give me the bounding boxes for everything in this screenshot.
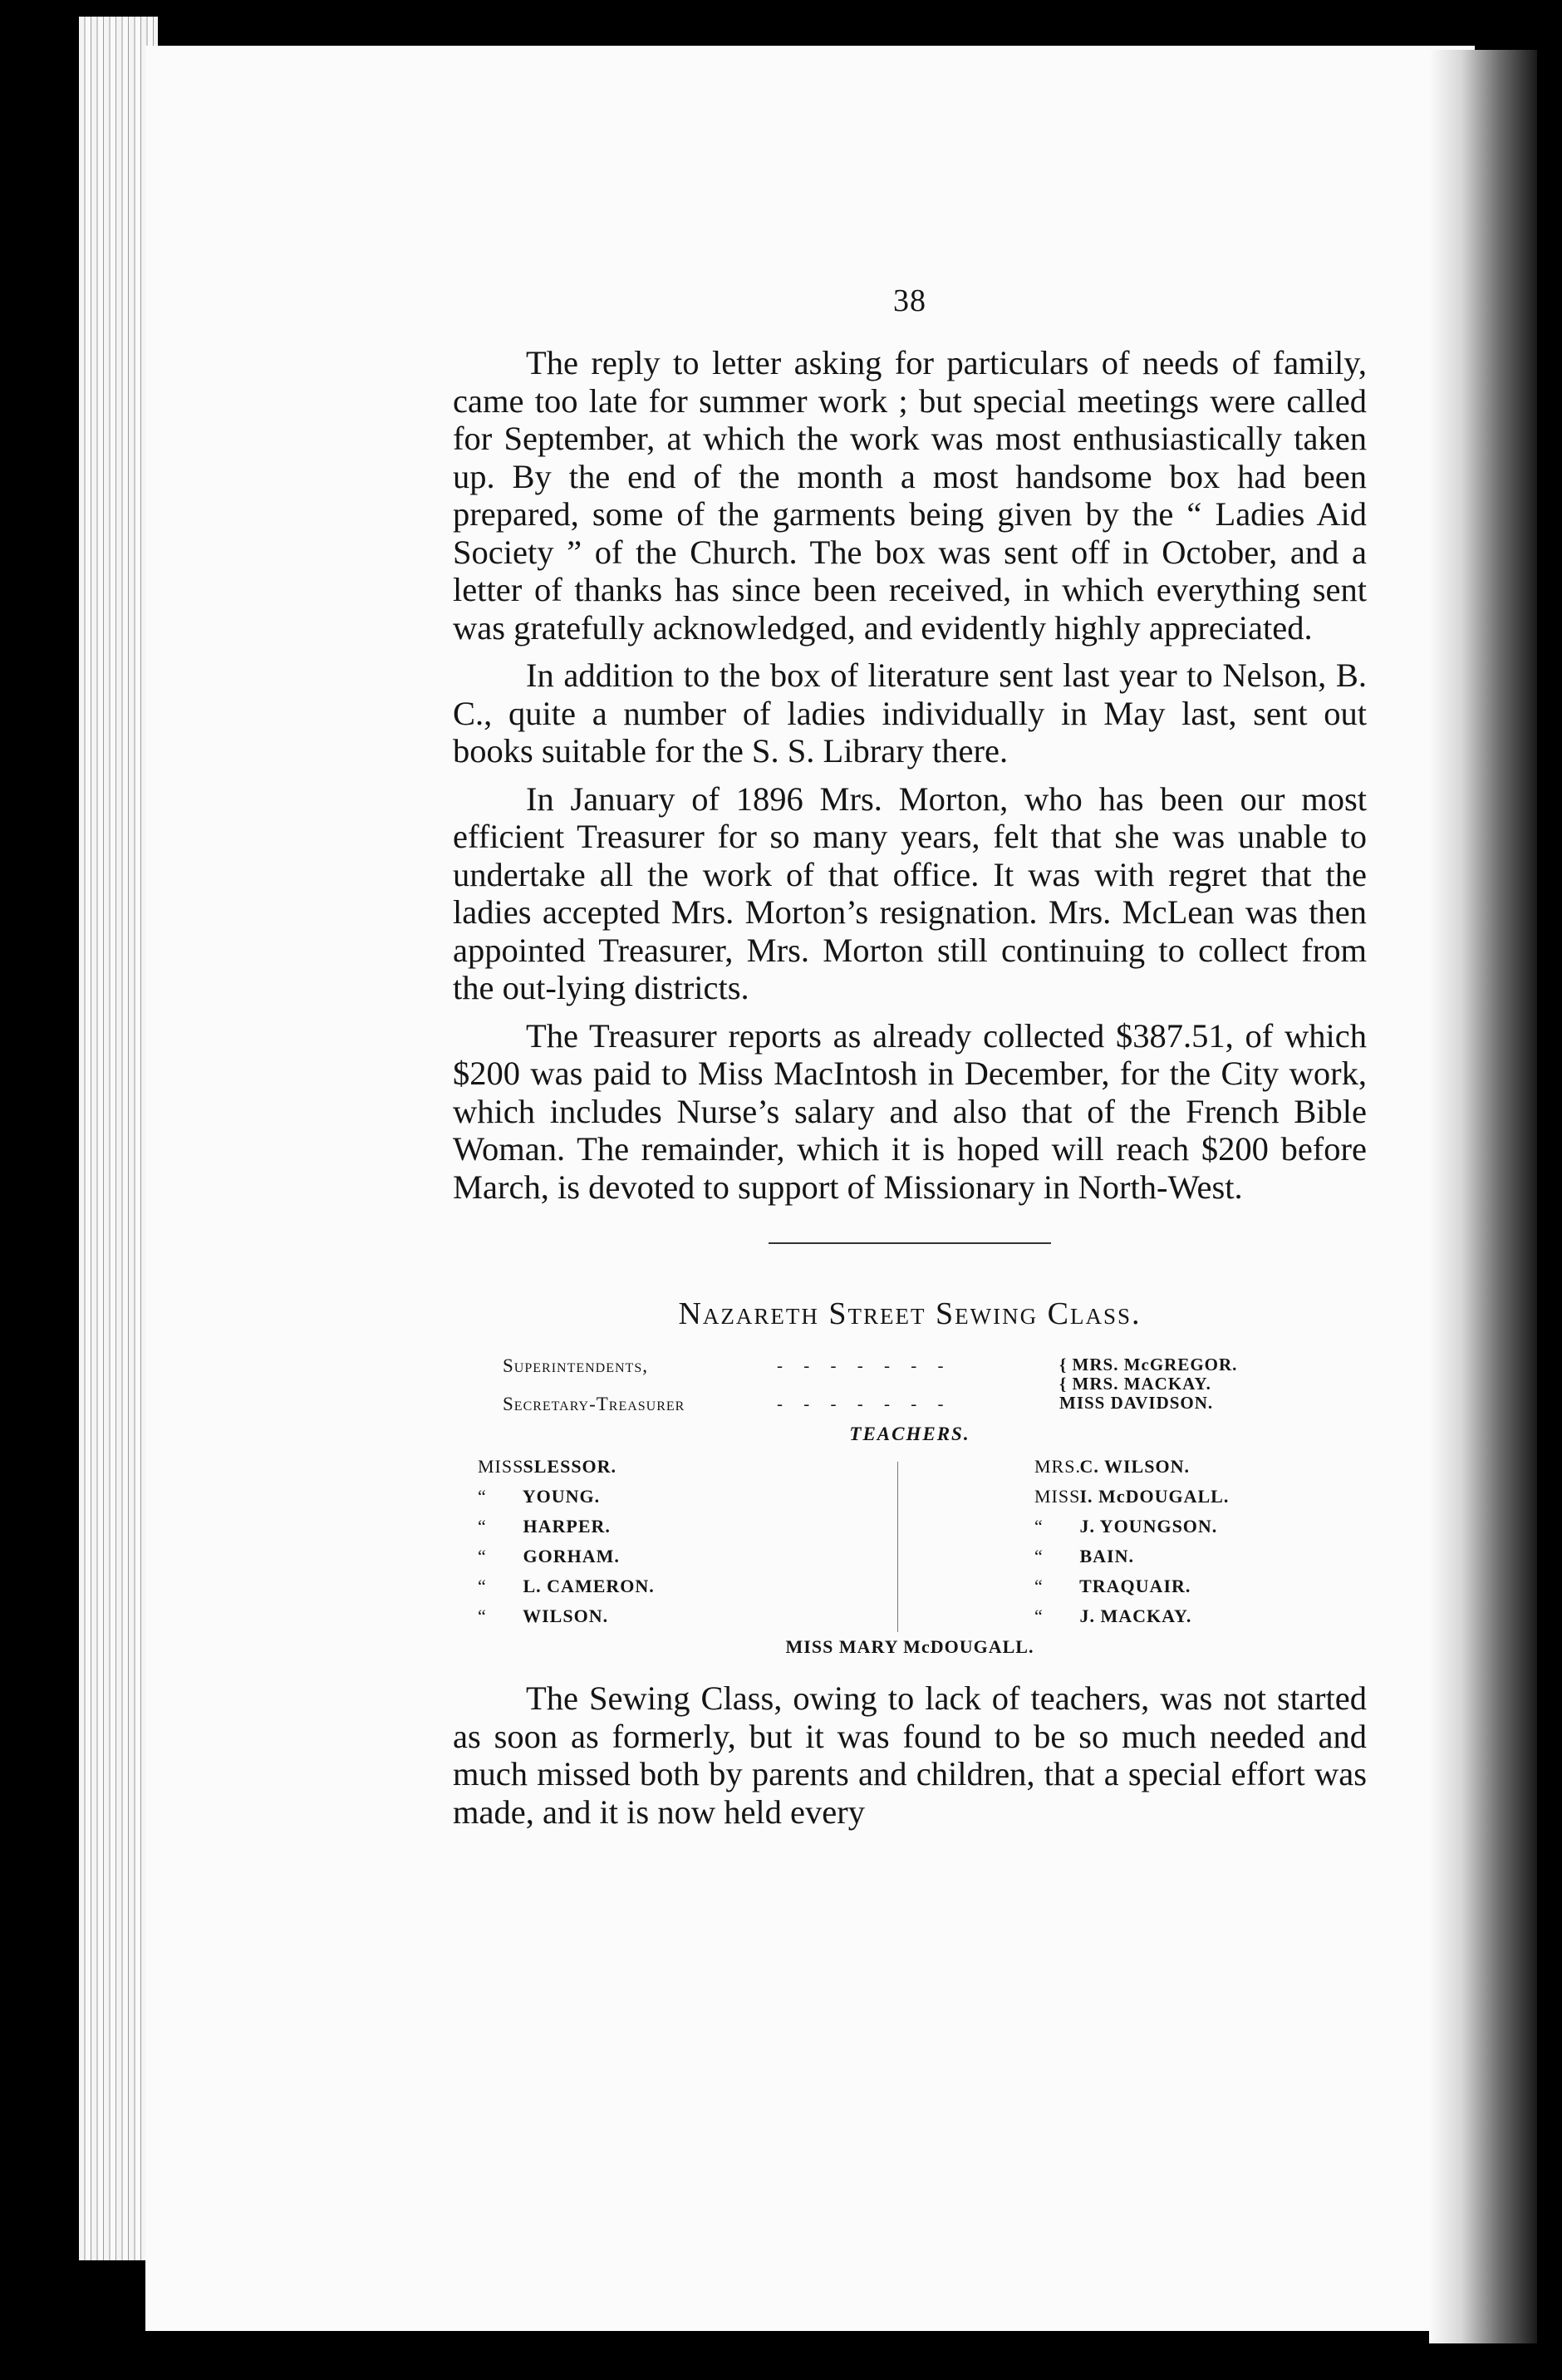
officer-names <box>1059 1355 1367 1394</box>
paragraph-reply: The reply to letter asking for particulars of needs of family, came too late for summer work ; but special meetings were called for September, at which the work was most enthusiastically taken up. By the end of the month a most handsome box had been prepared, some of the garments being given by the “ Ladies Aid Society ” of the Church. The box was sent off in October, and a letter of thanks has since been received, in which everything sent was gratefully acknowledged, and evidently highly appreciated. <box>453 344 1367 647</box>
teacher-name: GORHAM. <box>523 1546 620 1566</box>
teacher-prefix: “ <box>478 1516 487 1537</box>
teacher-prefix: “ <box>1034 1576 1044 1596</box>
teacher-prefix: “ <box>1034 1516 1044 1537</box>
officer-names <box>1059 1394 1367 1413</box>
teacher-name: I. McDOUGALL. <box>1079 1486 1230 1507</box>
teacher-entry <box>478 1571 918 1601</box>
teacher-entry <box>1034 1542 1229 1571</box>
teacher-name: SLESSOR. <box>523 1456 617 1477</box>
paragraph-sewing-class: The Sewing Class, owing to lack of teachers, was not started as soon as formerly, but it was found to be so much needed and much missed both by parents and children, that a special effort was made, and it is now held every <box>453 1679 1367 1831</box>
teacher-prefix: “ <box>1034 1546 1044 1566</box>
officer-name: { MRS. McGREGOR. <box>1059 1355 1238 1374</box>
officer-row-superintendents <box>453 1355 1367 1394</box>
teacher-prefix: “ <box>478 1546 487 1566</box>
teacher-entry <box>478 1601 918 1631</box>
teachers-column-right <box>918 1452 1229 1631</box>
teacher-name: BAIN. <box>1079 1546 1135 1566</box>
teacher-prefix: MISS <box>1034 1486 1081 1507</box>
teacher-entry <box>1034 1512 1229 1542</box>
teacher-name: J. YOUNGSON. <box>1079 1516 1218 1537</box>
officer-label: Superintendents, <box>503 1355 648 1376</box>
page-text <box>453 283 1367 1841</box>
teacher-name: HARPER. <box>523 1516 611 1537</box>
officer-name: { MRS. MACKAY. <box>1059 1374 1211 1394</box>
paragraph-literature: In addition to the box of literature sent last year to Nelson, B. C., quite a number of ladies individually in May last, sent out books suitable for the S. S. Library there. <box>453 656 1367 770</box>
gutter-shadow <box>1429 50 1537 2343</box>
teacher-entry <box>478 1512 918 1542</box>
teacher-name: L. CAMERON. <box>523 1576 655 1596</box>
teacher-name: TRAQUAIR. <box>1079 1576 1191 1596</box>
column-divider <box>897 1462 898 1632</box>
teacher-entry <box>478 1482 918 1512</box>
teacher-prefix: “ <box>1034 1606 1044 1626</box>
section-title: Nazareth Street Sewing Class. <box>678 1296 1142 1331</box>
paragraph-treasurer-report: The Treasurer reports as already collected $387.51, of which $200 was paid to Miss MacIntosh in December, for the City work, which includes Nurse’s salary and also that of the French Bible Woman. The remainder, which it is hoped will reach $200 before March, is devoted to support of Missionary in North-West. <box>453 1016 1367 1206</box>
teacher-prefix: “ <box>478 1576 487 1596</box>
teacher-prefix: “ <box>478 1606 487 1626</box>
officer-leader-dots: - - - - - - - <box>777 1355 952 1375</box>
teacher-entry <box>478 1542 918 1571</box>
officer-label: Secretary-Treasurer <box>503 1394 685 1414</box>
teacher-entry <box>1034 1452 1229 1482</box>
teachers-heading: TEACHERS. <box>849 1424 970 1444</box>
officer-row-secretary <box>453 1394 1367 1415</box>
teachers-list <box>453 1452 1367 1631</box>
teachers-footer: MISS MARY McDOUGALL. <box>785 1636 1034 1657</box>
teacher-name: C. WILSON. <box>1079 1456 1190 1477</box>
teacher-name: J. MACKAY. <box>1079 1606 1192 1626</box>
teachers-column-left <box>453 1452 918 1631</box>
teacher-name: YOUNG. <box>522 1486 601 1507</box>
teacher-entry <box>478 1452 918 1482</box>
officer-name: MISS DAVIDSON. <box>1059 1393 1214 1413</box>
page-number: 38 <box>893 283 926 318</box>
teacher-entry <box>1034 1571 1229 1601</box>
section-divider <box>769 1242 1051 1244</box>
teacher-prefix: MRS. <box>1034 1456 1081 1477</box>
teacher-entry <box>1034 1601 1229 1631</box>
paragraph-treasurer-change: In January of 1896 Mrs. Morton, who has been our most efficient Treasurer for so many years, felt that she was unable to undertake all the work of that office. It was with regret that the ladies accepted Mrs. Morton’s resignation. Mrs. McLean was then appointed Treasurer, Mrs. Morton still continuing to collect from the out-lying districts. <box>453 779 1367 1006</box>
officer-leader-dots: - - - - - - - <box>777 1394 952 1414</box>
teacher-prefix: MISS <box>478 1456 524 1477</box>
teacher-entry <box>1034 1482 1229 1512</box>
teacher-prefix: “ <box>478 1486 487 1507</box>
teacher-name: WILSON. <box>523 1606 609 1626</box>
